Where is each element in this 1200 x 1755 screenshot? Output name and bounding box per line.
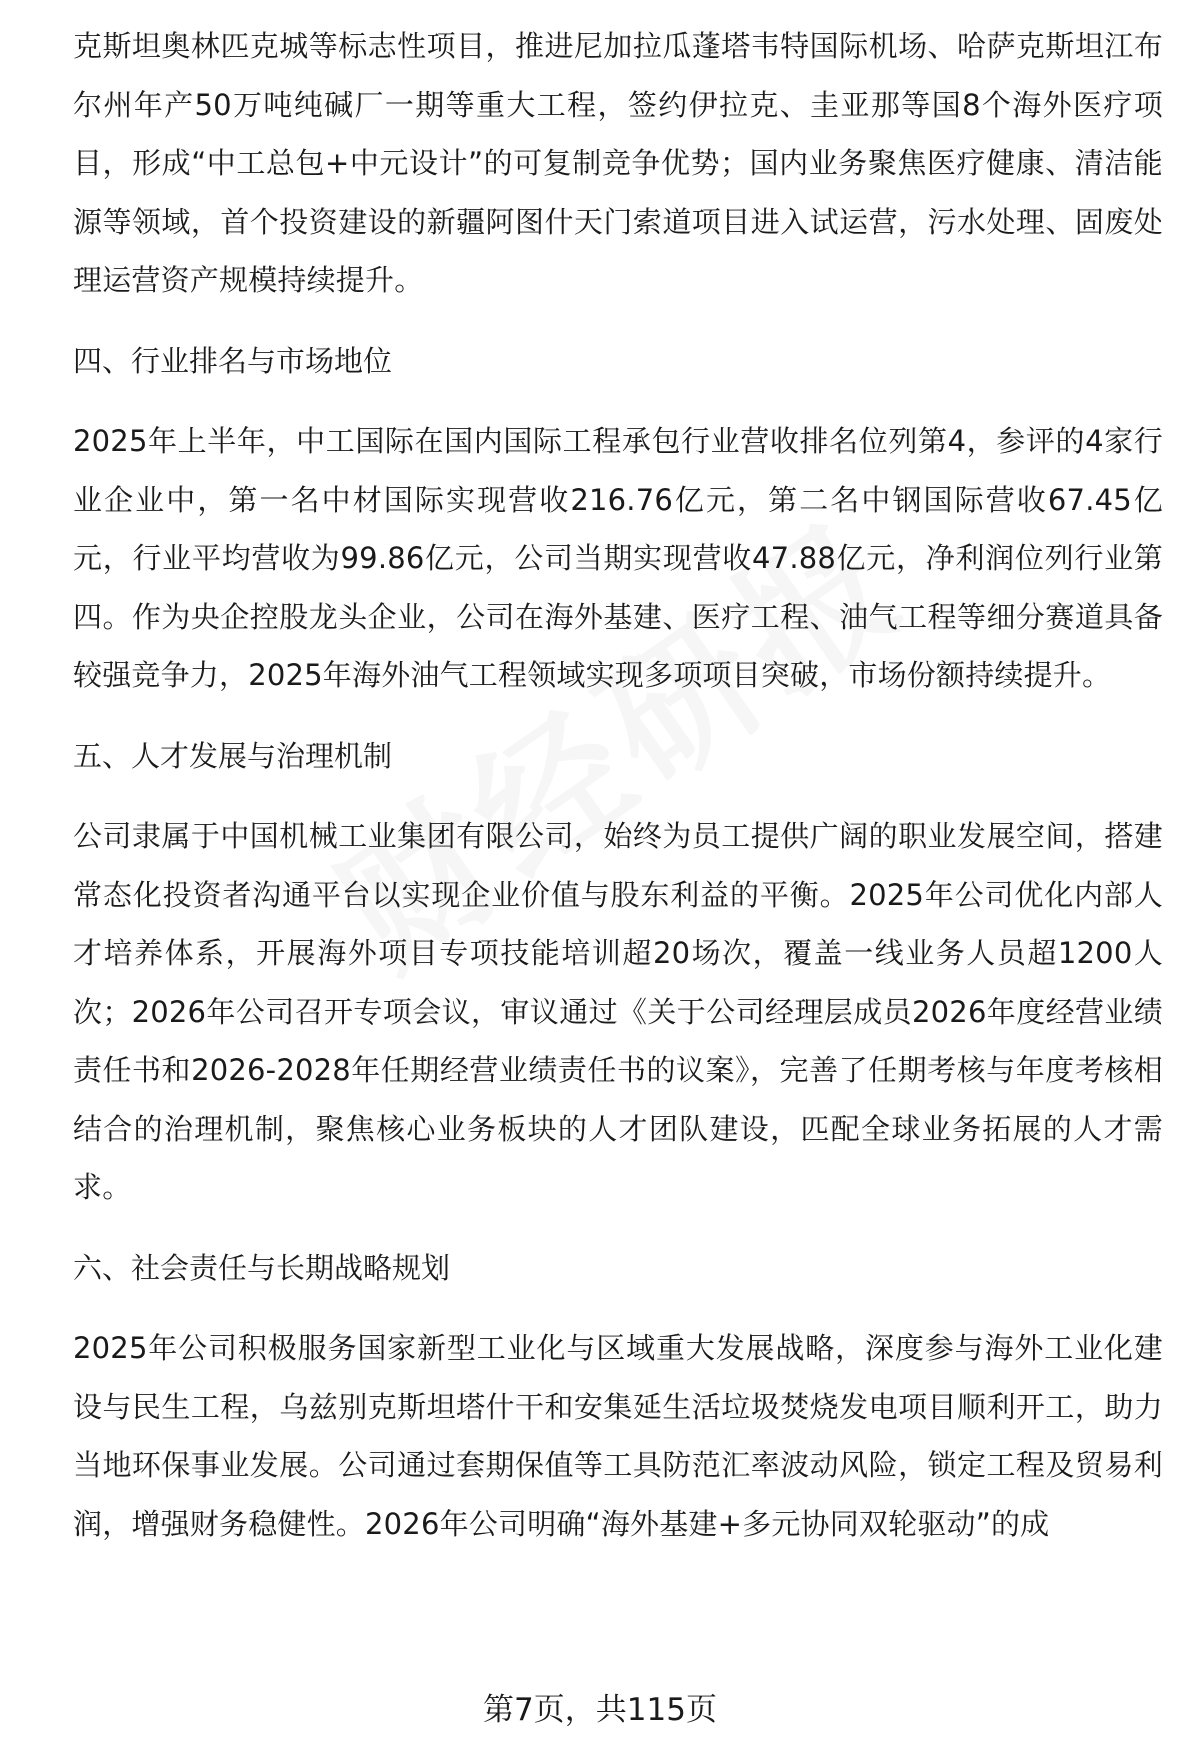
paragraph-talent-governance: 公司隶属于中国机械工业集团有限公司，始终为员工提供广阔的职业发展空间，搭建常态化投资者沟通平台以实现企业价值与股东利益的平衡。2025年公司优化内部人才培养体系，开展海外项目专项技能培训超20场次，覆盖一线业务人员超1200人次；2026年公司召开专项会议，审议通过《关于公司经理层成员2026年度经营业绩责任书和2026-2028年任期经营业绩责任书的议案》，完善了任期考核与年度考核相结合的治理机制，聚焦核心业务板块的人才团队建设，匹配全球业务拓展的人才需求。 xyxy=(73,819,1163,1204)
paragraph-social-responsibility: 2025年公司积极服务国家新型工业化与区域重大发展战略，深度参与海外工业化建设与民生工程，乌兹别克斯坦塔什干和安集延生活垃圾焚烧发电项目顺利开工，助力当地环保事业发展。公司通过套期保值等工具防范汇率波动风险，锁定工程及贸易利润，增强财务稳健性。2026年公司明确“海外基建+多元协同双轮驱动”的成 xyxy=(73,1331,1163,1541)
paragraph-industry-ranking: 2025年上半年，中工国际在国内国际工程承包行业营收排名位列第4，参评的4家行业企业中，第一名中材国际实现营收216.76亿元，第二名中钢国际营收67.45亿元，行业平均营收为99.86亿元，公司当期实现营收47.88亿元，净利润位列行业第四。作为央企控股龙头企业，公司在海外基建、医疗工程、油气工程等细分赛道具备较强竞争力，2025年海外油气工程领域实现多项项目突破，市场份额持续提升。 xyxy=(73,424,1163,692)
document-body xyxy=(73,17,1163,1553)
paragraph-intro: 克斯坦奥林匹克城等标志性项目，推进尼加拉瓜蓬塔韦特国际机场、哈萨克斯坦江布尔州年产50万吨纯碱厂一期等重大工程，签约伊拉克、圭亚那等国8个海外医疗项目，形成“中工总包+中元设计”的可复制竞争优势；国内业务聚焦医疗健康、清洁能源等领域，首个投资建设的新疆阿图什天门索道项目进入试运营，污水处理、固废处理运营资产规模持续提升。 xyxy=(73,29,1163,297)
section-heading-social-responsibility: 六、社会责任与长期战略规划 xyxy=(73,1250,451,1285)
page-number-footer: 第7页，共115页 xyxy=(483,1692,717,1728)
section-heading-industry-ranking: 四、行业排名与市场地位 xyxy=(73,343,393,378)
section-heading-talent-governance: 五、人才发展与治理机制 xyxy=(73,738,393,773)
